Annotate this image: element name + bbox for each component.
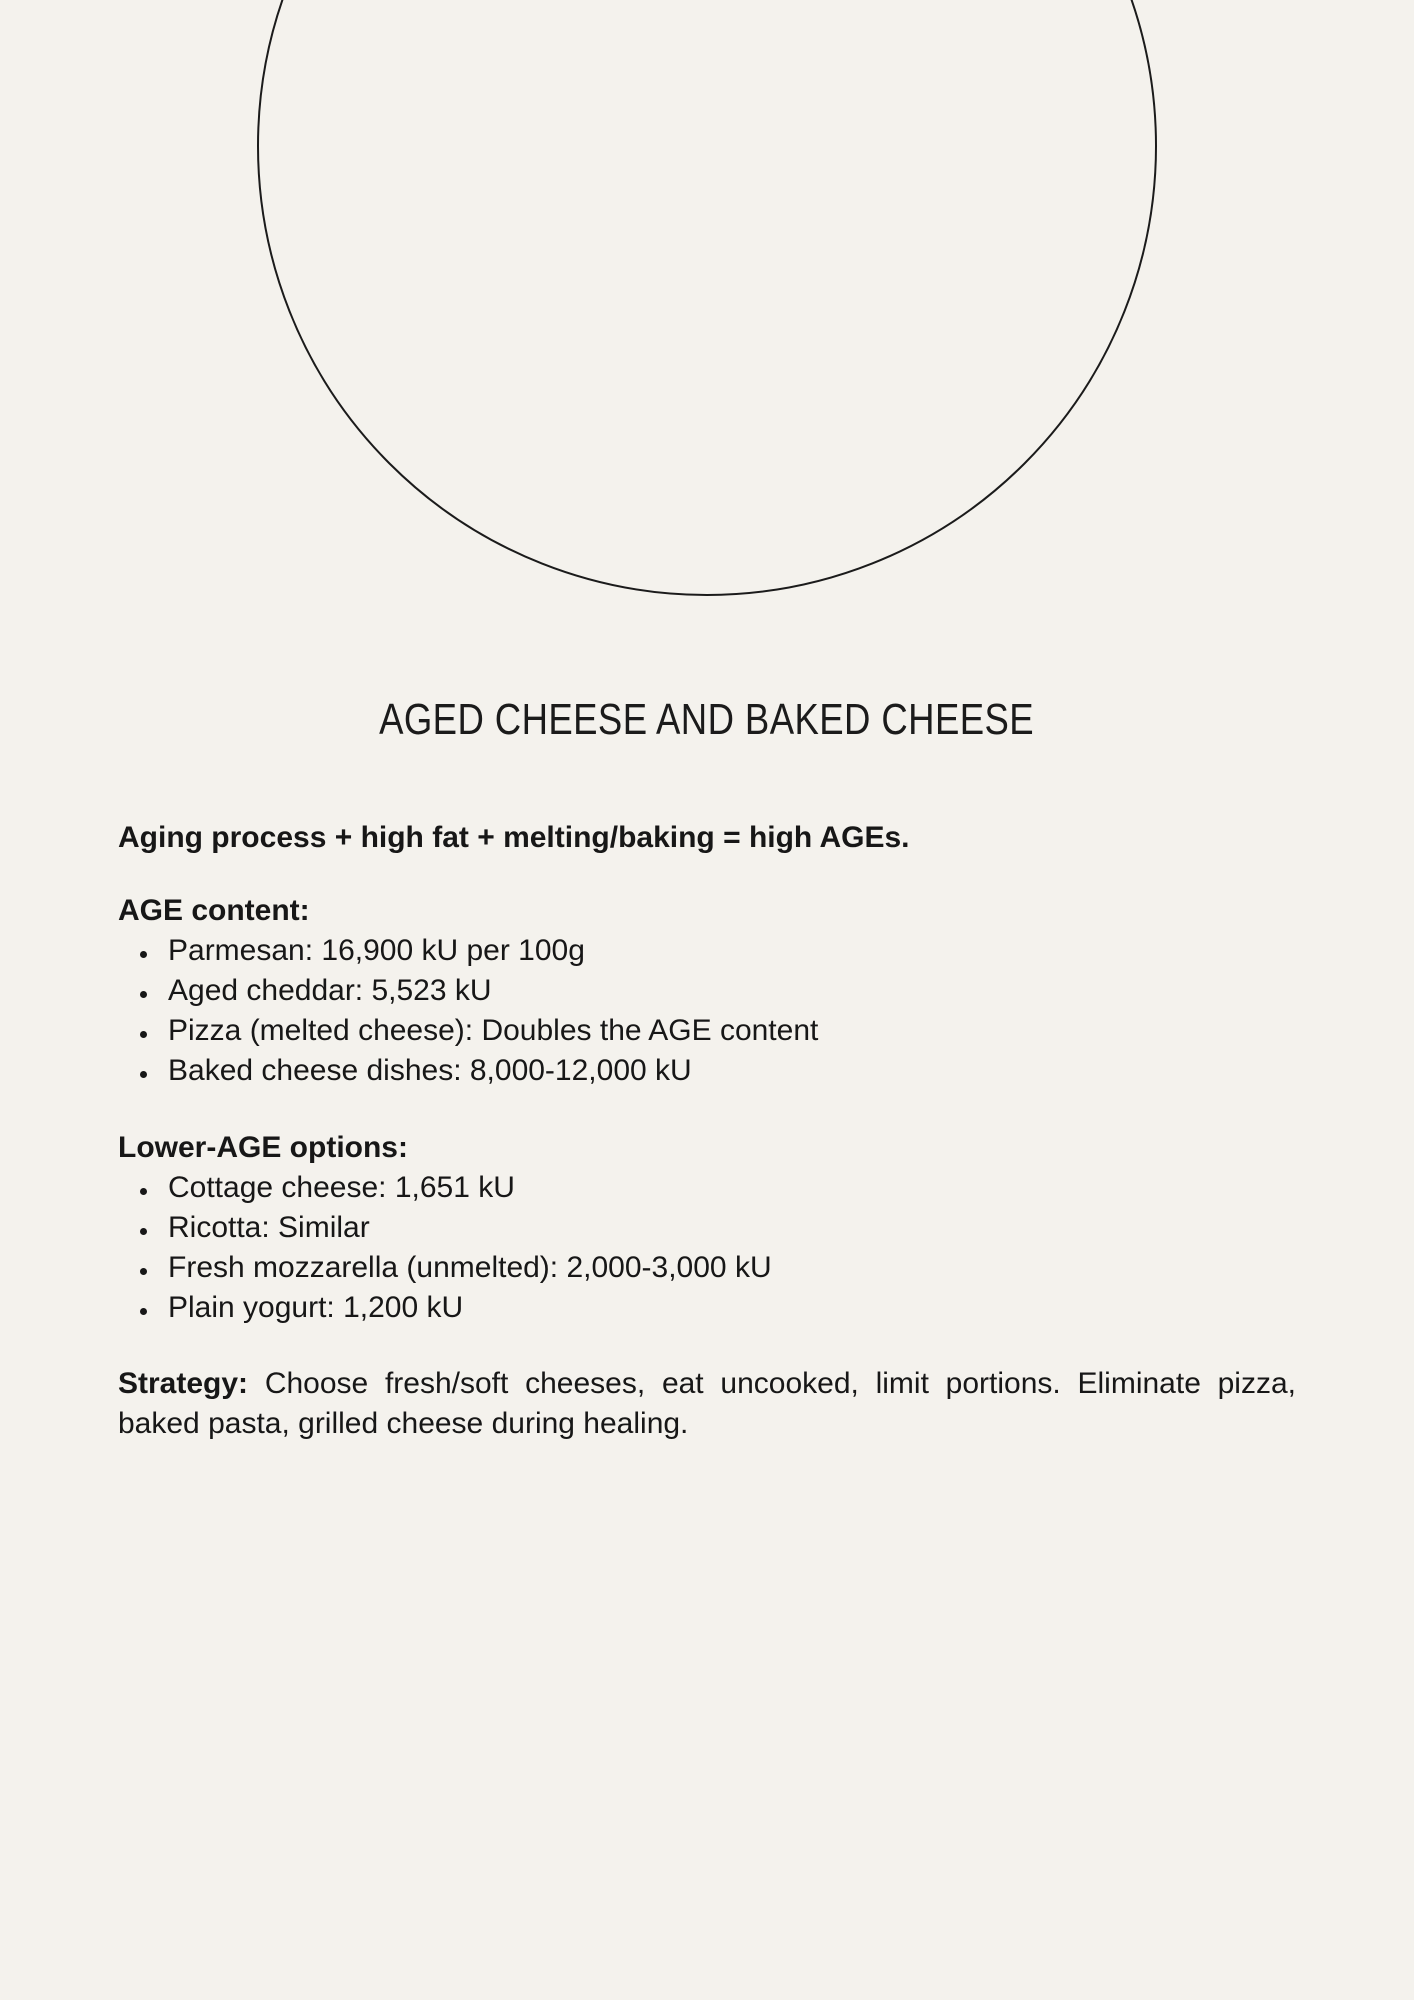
list-item: Parmesan: 16,900 kU per 100g [118,931,1296,971]
list-item: Ricotta: Similar [118,1208,1296,1248]
strategy-text-line-1: Choose fresh/soft cheeses, eat uncooked, limit portions. Eliminate pizza, [264,1367,1296,1400]
page-title-text: AGED CHEESE AND BAKED CHEESE [379,695,1035,744]
section-heading-lower-age-options: Lower-AGE options: [118,1131,408,1164]
lower-age-options-list [118,1168,1296,1328]
list-item: Fresh mozzarella (unmelted): 2,000-3,000 kU [118,1248,1296,1288]
lead-statement: Aging process + high fat + melting/baking = high AGEs. [118,821,910,854]
list-item: Aged cheddar: 5,523 kU [118,971,1296,1011]
page-title [118,696,1296,744]
strategy-text-line-2: baked pasta, grilled cheese during healing. [118,1407,689,1440]
content-area [118,0,1296,1444]
list-item: Cottage cheese: 1,651 kU [118,1168,1296,1208]
section-heading-age-content: AGE content: [118,894,310,927]
strategy-paragraph [118,1364,1296,1444]
strategy-label: Strategy: [118,1367,249,1400]
list-item: Baked cheese dishes: 8,000-12,000 kU [118,1051,1296,1091]
strategy-line-1 [118,1364,1296,1404]
age-content-list [118,931,1296,1091]
list-item: Plain yogurt: 1,200 kU [118,1288,1296,1328]
list-item: Pizza (melted cheese): Doubles the AGE content [118,1011,1296,1051]
